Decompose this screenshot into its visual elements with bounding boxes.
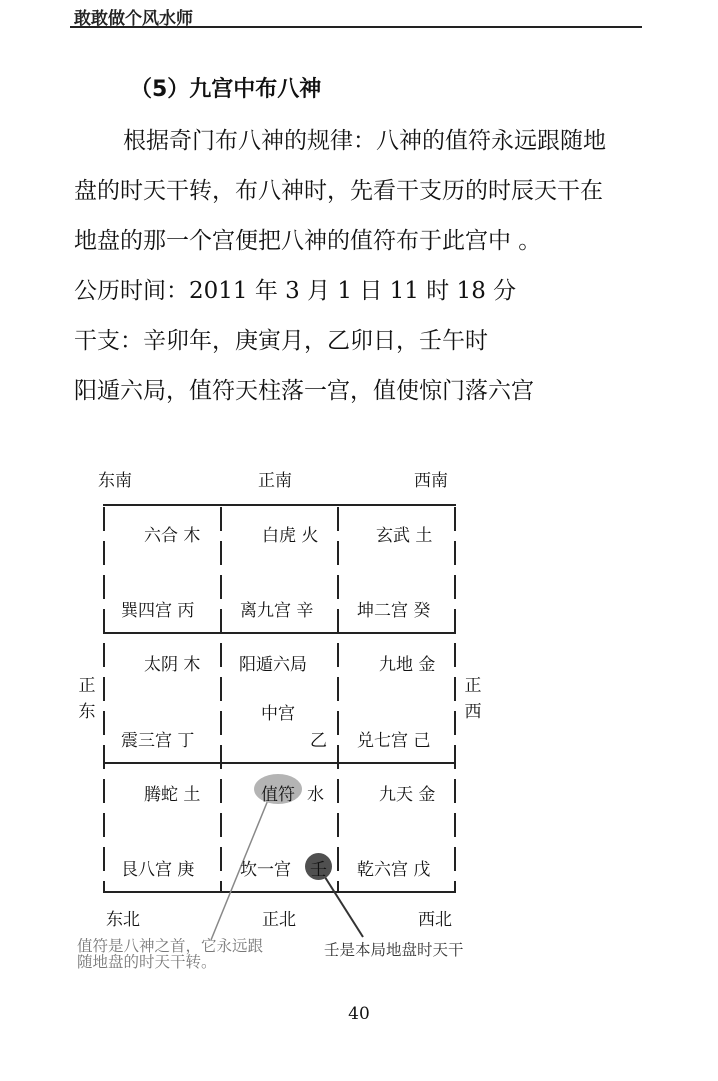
body-line-datetime: 公历时间：2011 年 3 月 1 日 11 时 18 分 (74, 278, 517, 304)
cell-n-zhifu: 值符 (261, 785, 295, 805)
direction-northeast: 东北 (106, 910, 140, 930)
annotation-ren: 壬是本局地盘时天干 (324, 941, 464, 959)
direction-northwest: 西北 (418, 910, 452, 930)
cell-n-palace: 坎一宫 (240, 860, 291, 880)
body-line-ganzhi: 干支：辛卯年，庚寅月，乙卯日，壬午时 (74, 328, 488, 354)
cell-ne-palace: 艮八宫 庚 (121, 860, 195, 880)
cell-center-ju: 阳遁六局 (239, 655, 307, 675)
cell-w-god: 九地 金 (379, 655, 436, 675)
cell-n-element: 水 (307, 785, 324, 805)
running-header: 敢敢做个风水师 (74, 9, 193, 29)
direction-southeast: 东南 (98, 471, 132, 491)
cell-sw-god: 玄武 土 (376, 526, 433, 546)
body-line-2: 盘的时天干转，布八神时，先看干支历的时辰天干在 (74, 178, 603, 204)
cell-center-palace: 中宫 (261, 704, 295, 724)
direction-north: 正北 (262, 910, 296, 930)
direction-southwest: 西南 (414, 471, 448, 491)
cell-e-god: 太阴 木 (144, 655, 201, 675)
cell-s-palace: 离九宫 辛 (240, 601, 314, 621)
cell-n-stem: 壬 (310, 860, 327, 880)
cell-s-god: 白虎 火 (262, 526, 319, 546)
ren-pointer-line (323, 874, 363, 937)
body-line-ju: 阳遁六局，值符天柱落一宫，值使惊门落六宫 (74, 378, 534, 404)
cell-e-palace: 震三宫 丁 (121, 731, 195, 751)
section-title: （5）九宫中布八神 (130, 77, 322, 102)
cell-nw-palace: 乾六宫 戊 (357, 860, 431, 880)
direction-west: 正 西 (464, 676, 482, 722)
cell-center-stem: 乙 (310, 731, 327, 751)
cell-se-palace: 巽四宫 丙 (121, 601, 195, 621)
direction-east: 正 东 (78, 676, 96, 722)
cell-ne-god: 腾蛇 土 (144, 785, 201, 805)
cell-se-god: 六合 木 (144, 526, 201, 546)
direction-south: 正南 (258, 471, 292, 491)
page-number: 40 (348, 1004, 370, 1024)
cell-nw-god: 九天 金 (379, 785, 436, 805)
body-line-1: 根据奇门布八神的规律：八神的值符永远跟随地 (123, 128, 606, 154)
cell-sw-palace: 坤二宫 癸 (357, 601, 431, 621)
annotation-zhifu: 值符是八神之首，它永远跟 随地盘的时天干转。 (77, 937, 264, 971)
body-line-3: 地盘的那一个宫便把八神的值符布于此宫中 。 (74, 228, 542, 254)
cell-w-palace: 兑七宫 己 (357, 731, 431, 751)
